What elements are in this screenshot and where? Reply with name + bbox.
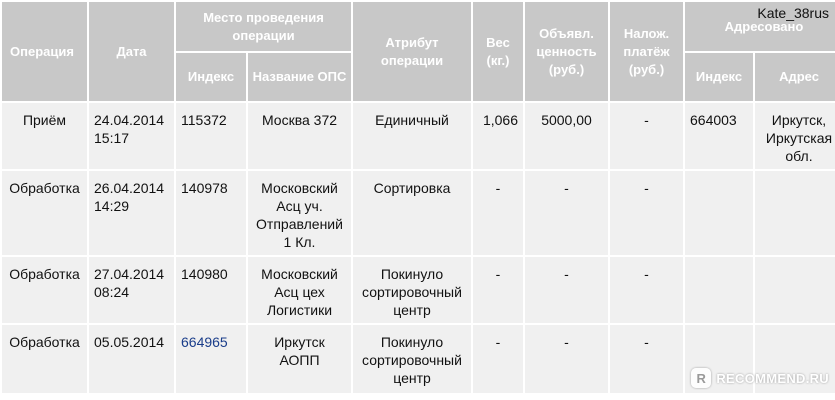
- cell-index: 115372: [176, 103, 246, 169]
- cell-declared-value: -: [525, 325, 608, 393]
- header-attribute: Атрибут операции: [353, 2, 471, 101]
- cell-cod: -: [610, 171, 683, 255]
- username-label: Kate_38rus: [757, 5, 829, 21]
- cell-operation: Обработка: [2, 171, 87, 255]
- cell-index: 140980: [176, 257, 246, 323]
- table-row: [2, 171, 835, 255]
- cell-address: Иркутск, Иркутская обл.: [755, 103, 835, 169]
- cell-ops-name: Московский Асц цех Логистики: [248, 257, 351, 323]
- cell-attribute: Единичный: [353, 103, 471, 169]
- cell-weight: -: [473, 257, 523, 323]
- cell-date: 27.04.2014 08:24: [89, 257, 174, 323]
- cell-ops-name: Иркутск АОПП: [248, 325, 351, 393]
- cell-address: [755, 171, 835, 255]
- cell-cod: -: [610, 325, 683, 393]
- cell-operation: Приём: [2, 103, 87, 169]
- cell-date: 24.04.2014 15:17: [89, 103, 174, 169]
- cell-weight: -: [473, 325, 523, 393]
- cell-address: [755, 257, 835, 323]
- cell-weight: 1,066: [473, 103, 523, 169]
- cell-attribute: Сортировка: [353, 171, 471, 255]
- cell-index: [176, 325, 246, 393]
- header-addr-index: Индекс: [685, 53, 753, 101]
- cell-declared-value: -: [525, 171, 608, 255]
- cell-attribute: Покинуло сортировочный центр: [353, 257, 471, 323]
- index-link[interactable]: 664965: [181, 334, 228, 350]
- watermark-text: RECOMMEND.RU: [716, 370, 829, 386]
- cell-weight: -: [473, 171, 523, 255]
- recommend-watermark: [691, 368, 829, 388]
- cell-ops-name: Московский Асц уч. Отправлений 1 Кл.: [248, 171, 351, 255]
- recommend-logo-icon: R: [691, 368, 711, 388]
- header-weight: Вес (кг.): [473, 2, 523, 101]
- cell-declared-value: -: [525, 257, 608, 323]
- cell-index: 140978: [176, 171, 246, 255]
- table-row: [2, 103, 835, 169]
- header-ops-name: Название ОПС: [248, 53, 351, 101]
- cell-declared-value: 5000,00: [525, 103, 608, 169]
- cell-attribute: Покинуло сортировочный центр: [353, 325, 471, 393]
- header-declared-value: Объявл. ценность (руб.): [525, 2, 608, 101]
- header-operation: Операция: [2, 2, 87, 101]
- cell-operation: Обработка: [2, 257, 87, 323]
- cell-addr-index: 664003: [685, 103, 753, 169]
- header-cod: Налож. платёж (руб.): [610, 2, 683, 101]
- cell-date: 26.04.2014 14:29: [89, 171, 174, 255]
- table-row: [2, 257, 835, 323]
- cell-operation: Обработка: [2, 325, 87, 393]
- cell-addr-index: [685, 257, 753, 323]
- cell-cod: -: [610, 103, 683, 169]
- cell-date: 05.05.2014: [89, 325, 174, 393]
- header-index: Индекс: [176, 53, 246, 101]
- cell-cod: -: [610, 257, 683, 323]
- header-place-group: Место проведения операции: [176, 2, 351, 51]
- header-date: Дата: [89, 2, 174, 101]
- header-addressed-group: Адресовано: [685, 2, 835, 51]
- header-address: Адрес: [755, 53, 835, 101]
- cell-ops-name: Москва 372: [248, 103, 351, 169]
- cell-addr-index: [685, 171, 753, 255]
